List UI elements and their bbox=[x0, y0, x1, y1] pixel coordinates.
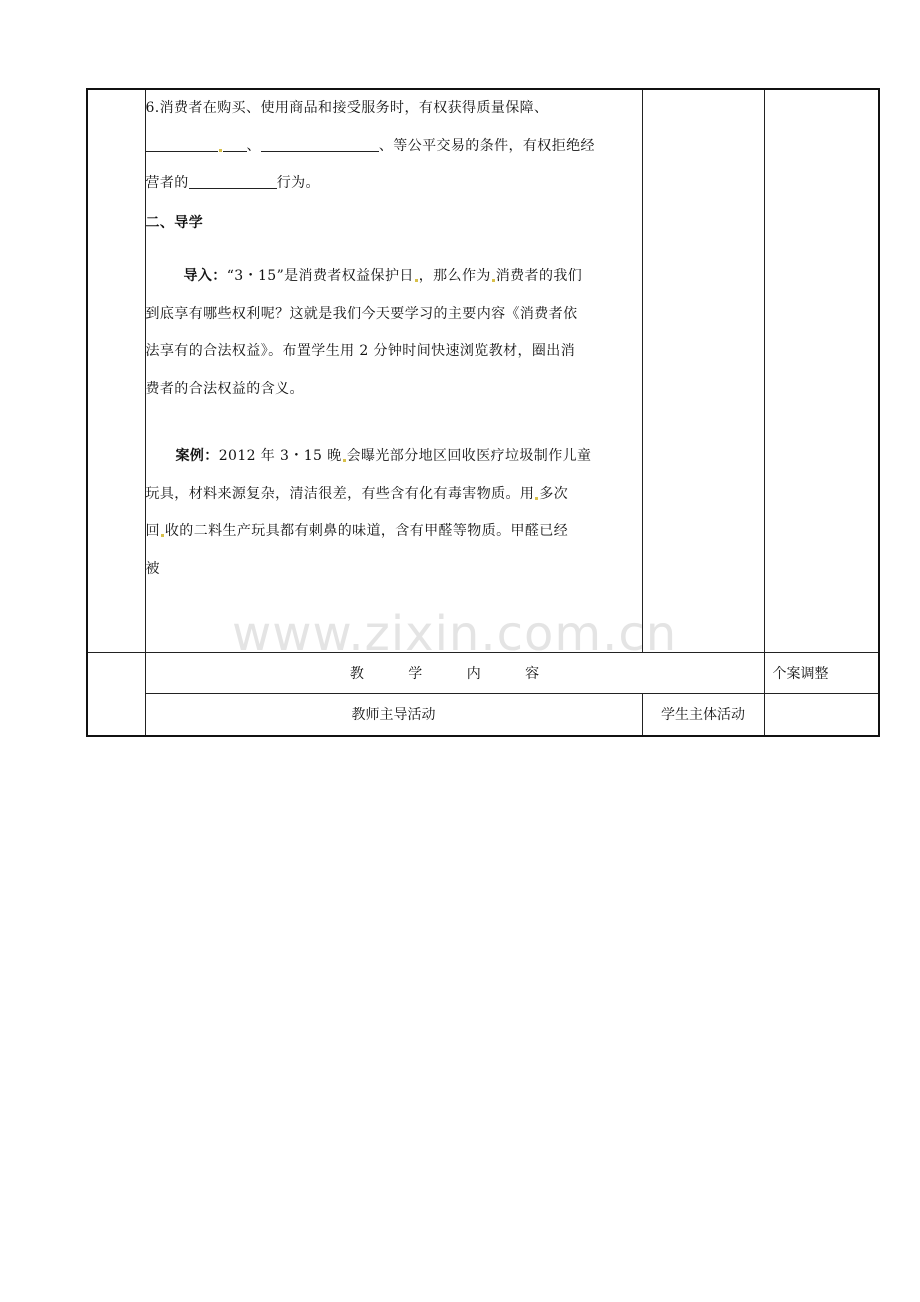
teacher-content-cell bbox=[145, 89, 642, 652]
blank-1-tail bbox=[223, 137, 247, 152]
blank-2 bbox=[261, 137, 379, 152]
watermark: www.zixin.com.cn bbox=[232, 606, 678, 662]
item-6-line-2: 、 、等公平交易的条件，有权拒绝经 bbox=[146, 128, 642, 166]
student-activity-cell bbox=[642, 89, 764, 652]
case-paragraph-line-4: 被 bbox=[145, 560, 160, 577]
case-adjust-cell bbox=[764, 89, 879, 652]
case-paragraph-line-1: 案例：2012 年 3・15 晚 会曝光部分地区回收医疗垃圾制作儿童 bbox=[175, 448, 592, 464]
teaching-content-header: 教 学 内 容 bbox=[145, 652, 764, 693]
case-paragraph-line-2: 玩具，材料来源复杂，清洁很差，有些含有化有毒害物质。用 多次 bbox=[145, 485, 569, 502]
student-activity-header: 学生主体活动 bbox=[642, 693, 764, 736]
case-adjust-header: 个案调整 bbox=[764, 652, 879, 693]
left-margin-cell bbox=[87, 89, 145, 652]
lesson-plan-table bbox=[86, 88, 880, 737]
intro-paragraph-line-2: 到底享有哪些权利呢？这就是我们今天要学习的主要内容《消费者依 bbox=[145, 305, 578, 322]
section-heading: 二、导学 bbox=[145, 214, 204, 231]
teacher-activity-header: 教师主导活动 bbox=[145, 693, 642, 736]
left-margin-cell-bottom bbox=[87, 652, 145, 736]
marker-dot bbox=[219, 149, 222, 152]
blank-3 bbox=[189, 174, 277, 189]
item-6-line-1: 6.消费者在购买、使用商品和接受服务时，有权获得质量保障、 bbox=[145, 100, 549, 116]
intro-paragraph-line-3: 法享有的合法权益》。布置学生用 2 分钟时间快速浏览教材，圈出消 bbox=[145, 343, 576, 359]
intro-paragraph-line-4: 费者的合法权益的含义。 bbox=[145, 380, 304, 397]
intro-paragraph-line-1: 导入：“3・15”是消费者权益保护日 ，那么作为 消费者的我们 bbox=[183, 268, 583, 284]
item-6-line-3: 营者的 行为。 bbox=[145, 175, 320, 191]
blank-1 bbox=[146, 137, 218, 152]
case-adjust-empty bbox=[764, 693, 879, 736]
case-paragraph-line-3: 回 收的二料生产玩具都有刺鼻的味道，含有甲醛等物质。甲醛已经 bbox=[145, 523, 569, 539]
